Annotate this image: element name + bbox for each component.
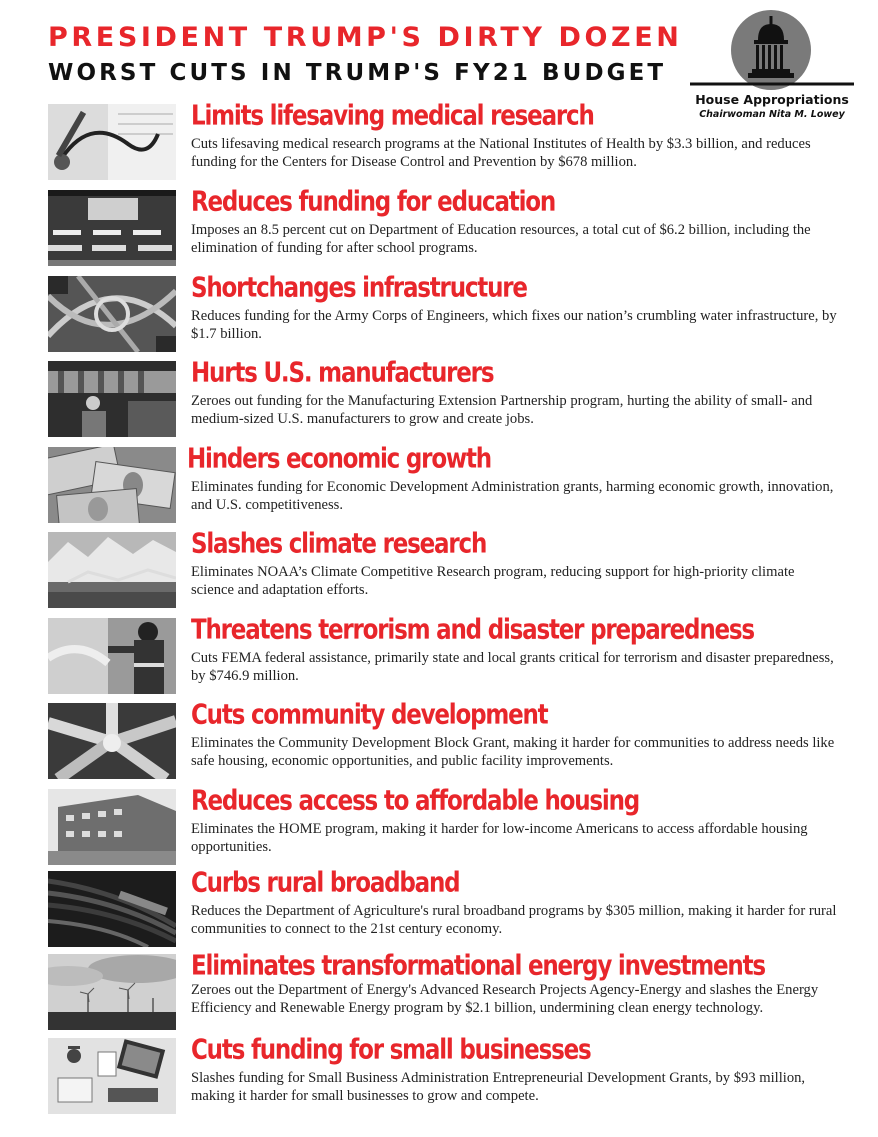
logo-org-name: House Appropriations: [695, 92, 849, 107]
item-description: Zeroes out the Department of Energy's Advanced Research Projects Agency-Energy and slashes the Energy Efficiency and Renewable Energy program by $2.1 billion, undermining clean energy technology.: [191, 982, 819, 1016]
item-description: Eliminates NOAA’s Climate Competitive Research program, reducing support for high-priority climate science and adaptation efforts.: [191, 564, 795, 598]
glacier-photo: [48, 532, 176, 608]
item-description: Reduces the Department of Agriculture's rural broadband programs by $305 million, making it harder for rural communities to connect to the 21st century economy.: [191, 903, 837, 937]
capitol-dome-icon: [690, 6, 854, 92]
item-heading: Shortchanges infrastructure: [191, 273, 527, 304]
firefighter-photo: [48, 618, 176, 694]
item-heading: Hinders economic growth: [187, 444, 491, 475]
list-item: [0, 786, 878, 871]
item-heading: Reduces funding for education: [191, 187, 556, 218]
list-item: [0, 101, 878, 186]
list-item: [0, 615, 878, 700]
item-heading: Limits lifesaving medical research: [191, 101, 594, 132]
list-item: [0, 951, 878, 1036]
network-cables-photo: [48, 871, 176, 947]
item-description: Eliminates the Community Development Block Grant, making it harder for communities to address needs like safe housing, economic opportunities, and public facility improvements.: [191, 735, 835, 769]
item-heading: Threatens terrorism and disaster preparedness: [191, 615, 754, 646]
list-item: [0, 273, 878, 358]
item-description: Eliminates funding for Economic Development Administration grants, harming economic growth, innovation, and U.S. competitiveness.: [191, 479, 834, 513]
logo-chair-name: Chairwoman Nita M. Lowey: [699, 109, 845, 120]
highway-interchange-photo: [48, 276, 176, 352]
item-description: Reduces funding for the Army Corps of Engineers, which fixes our nation’s crumbling water infrastructure, by $1.7 billion.: [191, 308, 837, 342]
item-heading: Hurts U.S. manufacturers: [191, 358, 494, 389]
item-heading: Reduces access to affordable housing: [191, 786, 640, 817]
item-heading: Cuts funding for small businesses: [191, 1035, 591, 1066]
list-item: [0, 358, 878, 443]
item-description: Cuts FEMA federal assistance, primarily state and local grants critical for terrorism and disaster preparedness, by $746.9 million.: [191, 650, 834, 684]
page-title: PRESIDENT TRUMP'S DIRTY DOZEN: [48, 22, 683, 53]
list-item: [0, 529, 878, 614]
classroom-photo: [48, 190, 176, 266]
apartment-building-photo: [48, 789, 176, 865]
list-item: [0, 1035, 878, 1120]
item-description: Eliminates the HOME program, making it harder for low-income Americans to access affordable housing opportunities.: [191, 821, 808, 855]
item-heading: Curbs rural broadband: [191, 868, 460, 899]
item-description: Cuts lifesaving medical research programs at the National Institutes of Health by $3.3 billion, and reduces funding for the Centers for Disease Control and Prevention by $678 million.: [191, 136, 811, 170]
item-heading: Eliminates transformational energy investments: [191, 951, 765, 982]
list-item: [0, 187, 878, 272]
list-item: [0, 868, 878, 953]
list-item: [0, 444, 878, 529]
factory-worker-photo: [48, 361, 176, 437]
linked-hands-photo: [48, 703, 176, 779]
list-item: [0, 700, 878, 785]
wind-turbines-photo: [48, 954, 176, 1030]
item-heading: Cuts community development: [191, 700, 548, 731]
item-description: Slashes funding for Small Business Administration Entrepreneurial Development Grants, by $93 million, making it harder for small businesses to grow and compete.: [191, 1070, 806, 1104]
item-heading: Slashes climate research: [191, 529, 487, 560]
stethoscope-photo: [48, 104, 176, 180]
item-description: Zeroes out funding for the Manufacturing Extension Partnership program, hurting the ability of small- and medium-sized U.S. manufacturers to grow and create jobs.: [191, 393, 813, 427]
office-desk-photo: [48, 1038, 176, 1114]
dollar-bills-photo: [48, 447, 176, 523]
page-subtitle: WORST CUTS IN TRUMP'S FY21 BUDGET: [48, 60, 667, 86]
item-description: Imposes an 8.5 percent cut on Department of Education resources, a total cut of $6.2 billion, including the elimination of funding for after school programs.: [191, 222, 811, 256]
